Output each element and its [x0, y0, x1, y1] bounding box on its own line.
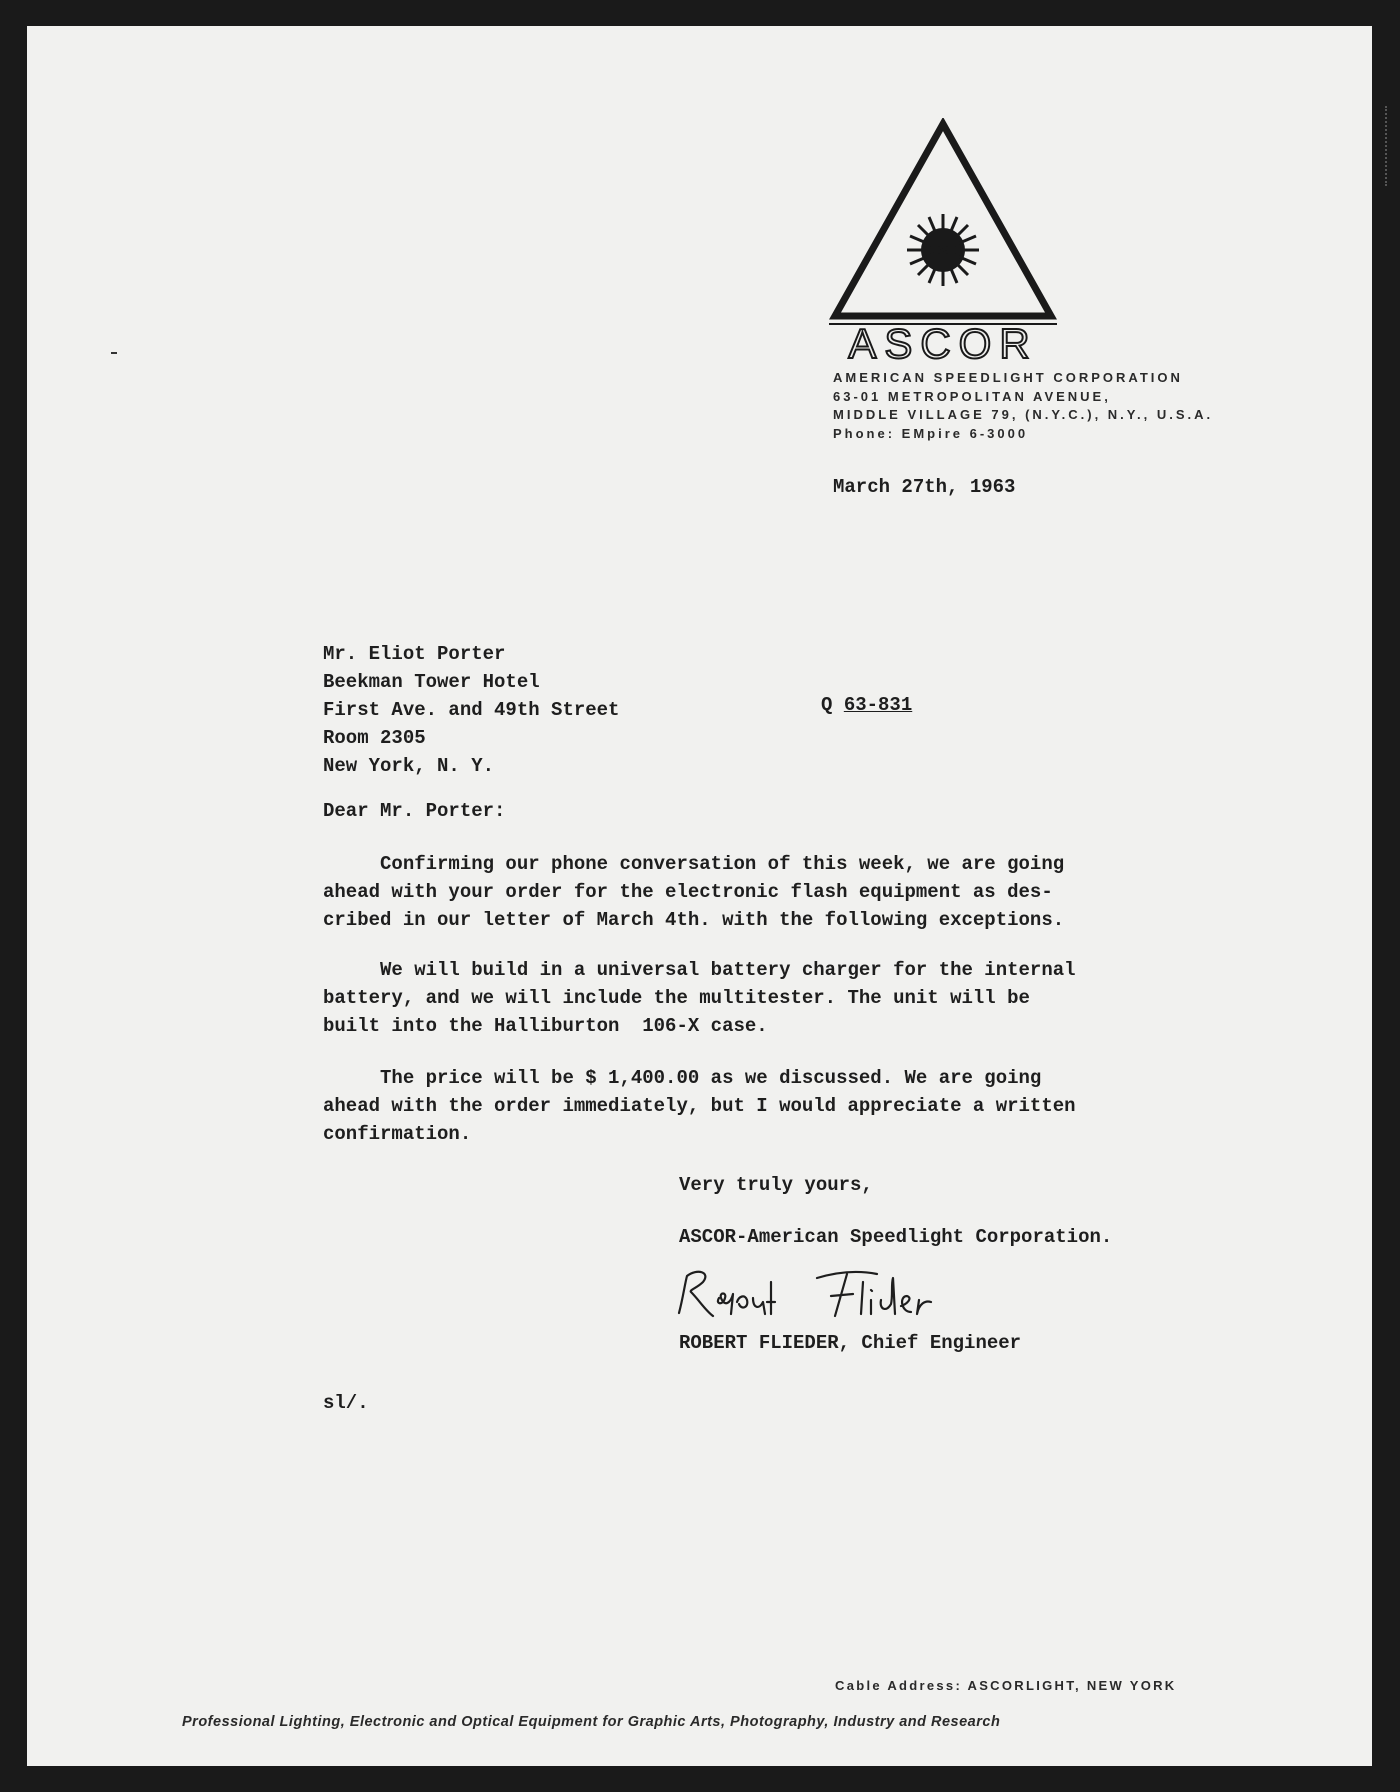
salutation: Dear Mr. Porter:	[323, 800, 506, 822]
reference-number: 63-831	[843, 694, 913, 716]
cable-address: Cable Address: ASCORLIGHT, NEW YORK	[835, 1678, 1177, 1693]
address-line-2: MIDDLE VILLAGE 79, (N.Y.C.), N.Y., U.S.A.	[833, 407, 1214, 422]
phone-number: Phone: EMpire 6-3000	[833, 425, 1029, 441]
recipient-line: Room 2305	[323, 727, 426, 749]
address-line-1: 63-01 METROPOLITAN AVENUE,	[833, 388, 1111, 404]
recipient-line: Beekman Tower Hotel	[323, 671, 540, 693]
body-paragraph-1: Confirming our phone conversation of this week, we are going ahead with your order for the electronic flash equipment as des- cribed in our letter of March 4th. with the following exceptions.	[323, 853, 1065, 931]
recipient-address	[323, 640, 619, 780]
signer-name: ROBERT FLIEDER, Chief Engineer	[679, 1332, 1022, 1354]
letter-page	[27, 26, 1372, 1766]
recipient-line: Mr. Eliot Porter	[323, 643, 506, 665]
reference-prefix: Q	[821, 694, 833, 716]
recipient-line: New York, N. Y.	[323, 755, 495, 777]
body-paragraph-2: We will build in a universal battery charger for the internal battery, and we will include the multitester. The unit will be built into the Halliburton 106-X case.	[323, 959, 1076, 1037]
closing: Very truly yours,	[679, 1174, 873, 1196]
sunburst-icon	[907, 214, 979, 286]
margin-dash	[111, 352, 117, 354]
company-tagline: Professional Lighting, Electronic and Optical Equipment for Graphic Arts, Photography, Industry and Research	[182, 1714, 1001, 1730]
typist-initials: sl/.	[323, 1392, 369, 1414]
brand-wordmark: ASCOR	[848, 320, 1038, 364]
company-name: AMERICAN SPEEDLIGHT CORPORATION	[833, 370, 1183, 385]
recipient-line: First Ave. and 49th Street	[323, 699, 620, 721]
letterhead-address	[833, 369, 1213, 443]
body-paragraph-3: The price will be $ 1,400.00 as we discussed. We are going ahead with the order immediately, but I would appreciate a written confirmation.	[323, 1067, 1076, 1145]
letter-date: March 27th, 1963	[833, 476, 1016, 498]
company-signoff: ASCOR-American Speedlight Corporation.	[679, 1226, 1113, 1248]
ascor-logo	[827, 118, 1059, 364]
order-reference	[821, 694, 912, 716]
edge-mark	[1385, 106, 1390, 186]
handwritten-signature	[667, 1258, 997, 1328]
